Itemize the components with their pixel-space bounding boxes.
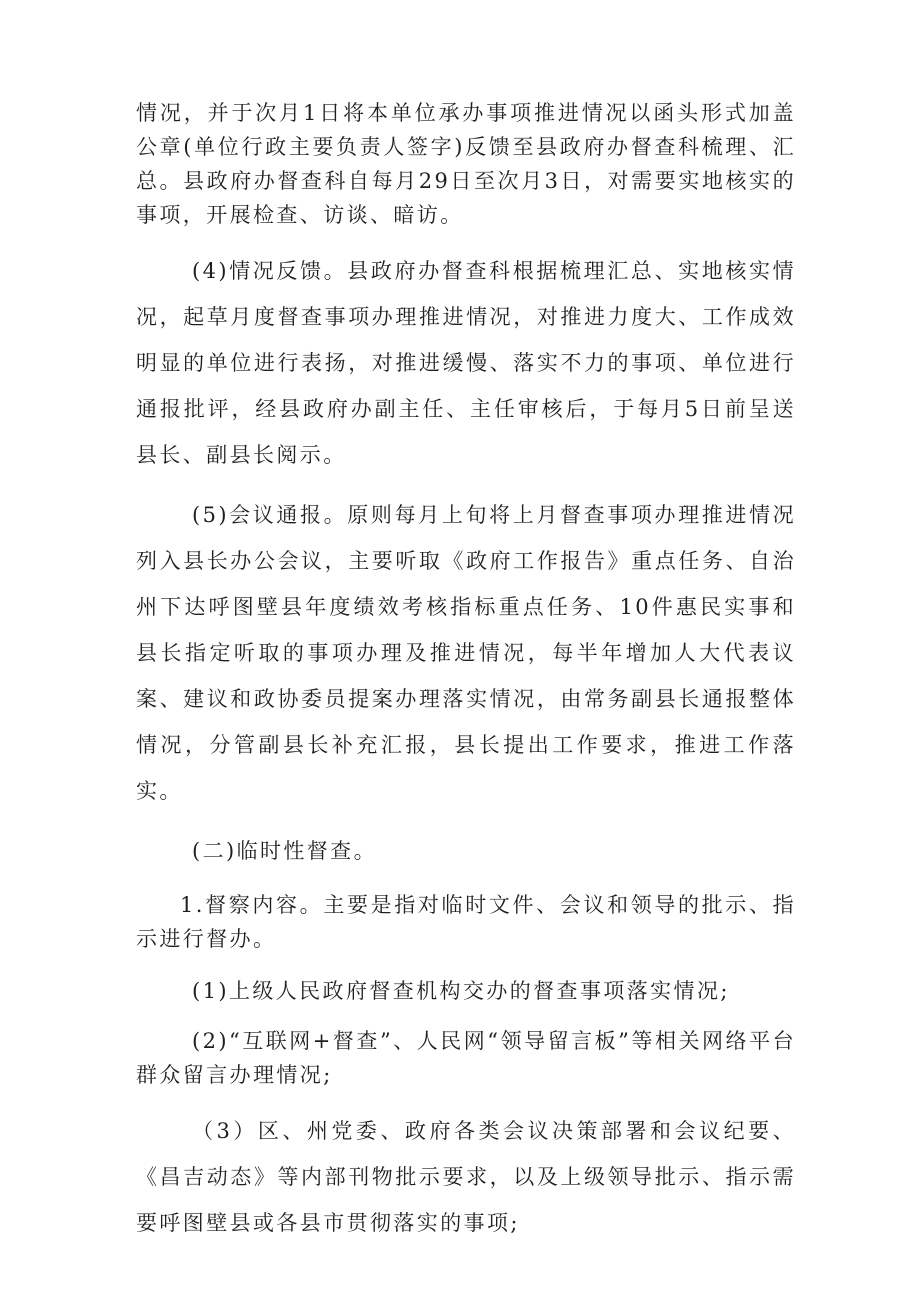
list-item-1: (1)上级人民政府督查机构交办的督查事项落实情况;: [192, 979, 730, 1003]
list-item-2: (2)“互联网+督查”、人民网“领导留言板”等相关网络平台群众留言办理情况;: [136, 1029, 796, 1087]
paragraph-feedback: (4)情况反馈。县政府办督查科根据梳理汇总、实地核实情况，起草月度督查事项办理推进情况，对推进力度大、工作成效明显的单位进行表扬，对推进缓慢、落实不力的事项、单位进行通报批评，经县政府办副主任、主任审核后，于每月5日前呈送县长、副县长阅示。: [136, 259, 796, 467]
paragraph-inspection-content: 1.督察内容。主要是指对临时文件、会议和领导的批示、指示进行督办。: [136, 893, 796, 951]
document-body: [136, 96, 796, 1246]
section-heading-temporary-inspection: (二)临时性督查。: [192, 839, 377, 863]
list-item-3: （3）区、州党委、政府各类会议决策部署和会议纪要、《昌吉动态》等内部刊物批示要求，以及上级领导批示、指示需要呼图壁县或各县市贯彻落实的事项;: [136, 1119, 796, 1235]
paragraph-status-report: 情况，并于次月1日将本单位承办事项推进情况以函头形式加盖公章(单位行政主要负责人签字)反馈至县政府办督查科梳理、汇总。县政府办督查科自每月29日至次月3日，对需要实地核实的事项，开展检查、访谈、暗访。: [136, 101, 796, 227]
paragraph-meeting-report: (5)会议通报。原则每月上旬将上月督查事项办理推进情况列入县长办公会议，主要听取《政府工作报告》重点任务、自治州下达呼图壁县年度绩效考核指标重点任务、10件惠民实事和县长指定听取的事项办理及推进情况，每半年增加人大代表议案、建议和政协委员提案办理落实情况，由常务副县长通报整体情况，分管副县长补充汇报，县长提出工作要求，推进工作落实。: [136, 503, 796, 803]
